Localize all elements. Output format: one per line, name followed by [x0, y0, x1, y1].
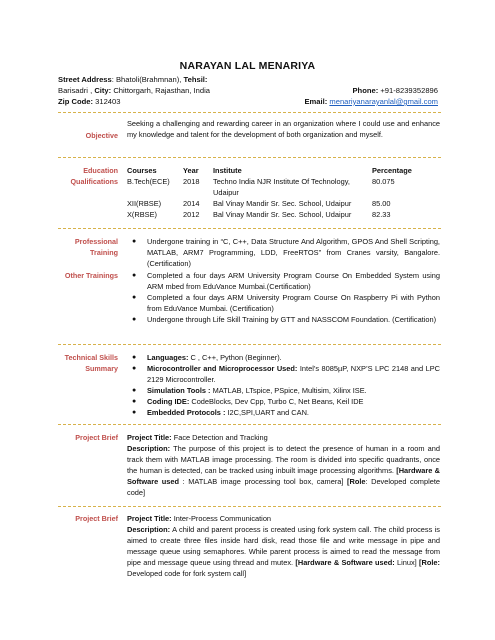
project-description-key: Description: [127, 525, 171, 534]
zip-value: 312403 [95, 97, 121, 106]
table-row [127, 198, 440, 209]
objective-label: Objective [85, 131, 118, 140]
divider [58, 112, 441, 113]
zip-label: Zip Code: [58, 97, 94, 106]
objective-text: Seeking a challenging and rewarding career in an organization where I could use and enhance my knowledge and talent for the development of both organization and myself. [127, 119, 440, 139]
street-value: : Bhatoli(Brahmnan), [111, 75, 182, 84]
professional-label-line1: Professional [74, 237, 118, 246]
institute-cell: Bal Vinay Mandir Sr. Sec. School, Udaipur [213, 210, 352, 219]
other-trainings-list [127, 270, 440, 325]
zip-line [58, 96, 120, 108]
list-item [127, 314, 440, 325]
project2-label: Project Brief [75, 514, 118, 523]
education-header-row [127, 165, 440, 176]
phone-value: +91-8239352896 [380, 86, 438, 95]
phone-label: Phone: [352, 86, 379, 95]
skill-key: Embedded Protocols : [147, 408, 226, 417]
project-role-value: : Developed complete code] [127, 477, 440, 497]
street-label: Street Address [58, 75, 112, 84]
skill-key: Simulation Tools : [147, 386, 211, 395]
list-item [127, 385, 440, 396]
bullet-icon: ● [132, 294, 137, 301]
other-item-text: Completed a four days ARM University Program Course On Embedded System using ARM mbed from EduVance Mumbai.(Certification) [147, 271, 440, 291]
tehsil-value: Barisadri , [58, 86, 93, 95]
list-item [127, 363, 440, 385]
bullet-icon: ● [132, 409, 137, 416]
year-cell: 2018 [183, 177, 200, 186]
other-item-text: Completed a four days ARM University Program Course On Raspberry Pi with Python from EduVance Mumbai. (Certification) [147, 293, 440, 313]
list-item [127, 270, 440, 292]
skill-value: MATLAB, LTspice, PSpice, Multisim, Xilinx ISE. [210, 386, 367, 395]
divider [58, 424, 441, 425]
list-item [127, 292, 440, 314]
project2-text [127, 513, 440, 579]
year-cell: 2012 [183, 210, 200, 219]
header-year: Year [183, 166, 199, 175]
project-hw-value: : MATLAB image processing tool box, camera] [179, 477, 344, 486]
skill-key: Microcontroller and Microprocessor Used: [147, 364, 298, 373]
skills-label-line2: Summary [85, 364, 118, 373]
divider [58, 506, 441, 507]
institute-line2: Udaipur [213, 188, 239, 197]
institute-line1: Techno India NJR Institute Of Technology, [213, 177, 350, 186]
project-role-key: [Role [347, 477, 366, 486]
header-percentage: Percentage [372, 166, 412, 175]
bullet-icon: ● [132, 365, 137, 372]
project-hw-key: [Hardware & Software used [127, 466, 440, 486]
skill-value: I2C,SPI,UART and CAN. [225, 408, 309, 417]
year-cell: 2014 [183, 199, 200, 208]
professional-label [58, 236, 118, 258]
bullet-icon: ● [132, 387, 137, 394]
project-title-value: Inter-Process Communication [171, 514, 272, 523]
project-hw-key: [Hardware & Software used: [295, 558, 395, 567]
course-cell: XII(RBSE) [127, 199, 162, 208]
other-trainings-label: Other Trainings [64, 271, 118, 280]
percentage-cell: 80.075 [372, 177, 395, 186]
divider [58, 157, 441, 158]
institute-cell: Bal Vinay Mandir Sr. Sec. School, Udaipur [213, 199, 352, 208]
professional-list [127, 236, 440, 269]
skills-label [58, 352, 118, 374]
tehsil-label: Tehsil: [183, 75, 208, 84]
skills-list [127, 352, 440, 418]
header-courses: Courses [127, 166, 157, 175]
bullet-icon: ● [132, 238, 137, 245]
list-item [127, 407, 440, 418]
email-line [304, 96, 438, 108]
email-label: Email: [304, 97, 328, 106]
divider [58, 344, 441, 345]
skill-value: CodeBlocks, Dev Cpp, Turbo C, Net Beans, Keil IDE [189, 397, 364, 406]
skills-label-line1: Technical Skills [64, 353, 118, 362]
header-institute: Institute [213, 166, 242, 175]
project-title-key: Project Title: [127, 433, 172, 442]
other-item-text: Undergone through Life Skill Training by GTT and NASSCOM Foundation. (Certification) [147, 315, 437, 324]
email-link[interactable]: menariyanarayanlal@gmail.com [329, 97, 438, 106]
project-role-value: Developed code for fork system call] [127, 569, 247, 578]
project-description-key: Description: [127, 444, 171, 453]
divider [58, 228, 441, 229]
bullet-icon: ● [132, 272, 137, 279]
skill-value: C , C++, Python (Beginner). [188, 353, 282, 362]
percentage-cell: 85.00 [372, 199, 391, 208]
table-row [127, 209, 440, 220]
project1-text [127, 432, 440, 498]
city-label: City: [94, 86, 112, 95]
education-label-line1: Education [83, 166, 118, 175]
percentage-cell: 82.33 [372, 210, 391, 219]
table-row [127, 176, 440, 198]
candidate-name: NARAYAN LAL MENARIYA [179, 60, 316, 72]
bullet-icon: ● [132, 354, 137, 361]
education-table [127, 165, 440, 220]
professional-item-text: Undergone training in “C, C++, Data Structure And Algorithm, GPOS And Shell Scripting, MATLAB, ARM7 Programming, LDD, FreeRTOS” from Cranes varsity, Bangalore.(Certification) [147, 237, 440, 268]
project1-label: Project Brief [75, 433, 118, 442]
project-title-key: Project Title: [127, 514, 172, 523]
skill-value: Intel’s 8085µP, NXP’S LPC 2148 and LPC 2129 Microcontroller. [147, 364, 441, 384]
education-label-line2: Qualifications [70, 177, 118, 186]
education-label [58, 165, 118, 187]
project-description-value: A child and parent process is created using fork system call. The child process is aimed to create three files inside hard disk, read those file and write message in pipe and message queue using semaphores. While parent process is aimed to read the message from pipe and message queue using thread and mutex. [127, 525, 440, 567]
course-cell: B.Tech(ECE) [127, 177, 170, 186]
institute-cell [213, 176, 373, 198]
project-description-value: The purpose of this project is to detect the presence of human in a room and track them with MATLAB image processing. The room is divided into specific quadrants, once the human is detected, can be tracked using inbuilt image processing algorithms. [127, 444, 440, 475]
project-title-value: Face Detection and Tracking [171, 433, 268, 442]
list-item [127, 236, 440, 269]
project-role-key: [Role: [419, 558, 440, 567]
city-value: Chittorgarh, Rajasthan, India [113, 86, 210, 95]
skill-key: Languages: [147, 353, 189, 362]
list-item [127, 396, 440, 407]
professional-label-line2: Training [90, 248, 118, 257]
project-hw-value: Linux] [394, 558, 417, 567]
bullet-icon: ● [132, 398, 137, 405]
list-item [127, 352, 440, 363]
course-cell: X(RBSE) [127, 210, 157, 219]
bullet-icon: ● [132, 316, 137, 323]
skill-key: Coding IDE: [147, 397, 190, 406]
